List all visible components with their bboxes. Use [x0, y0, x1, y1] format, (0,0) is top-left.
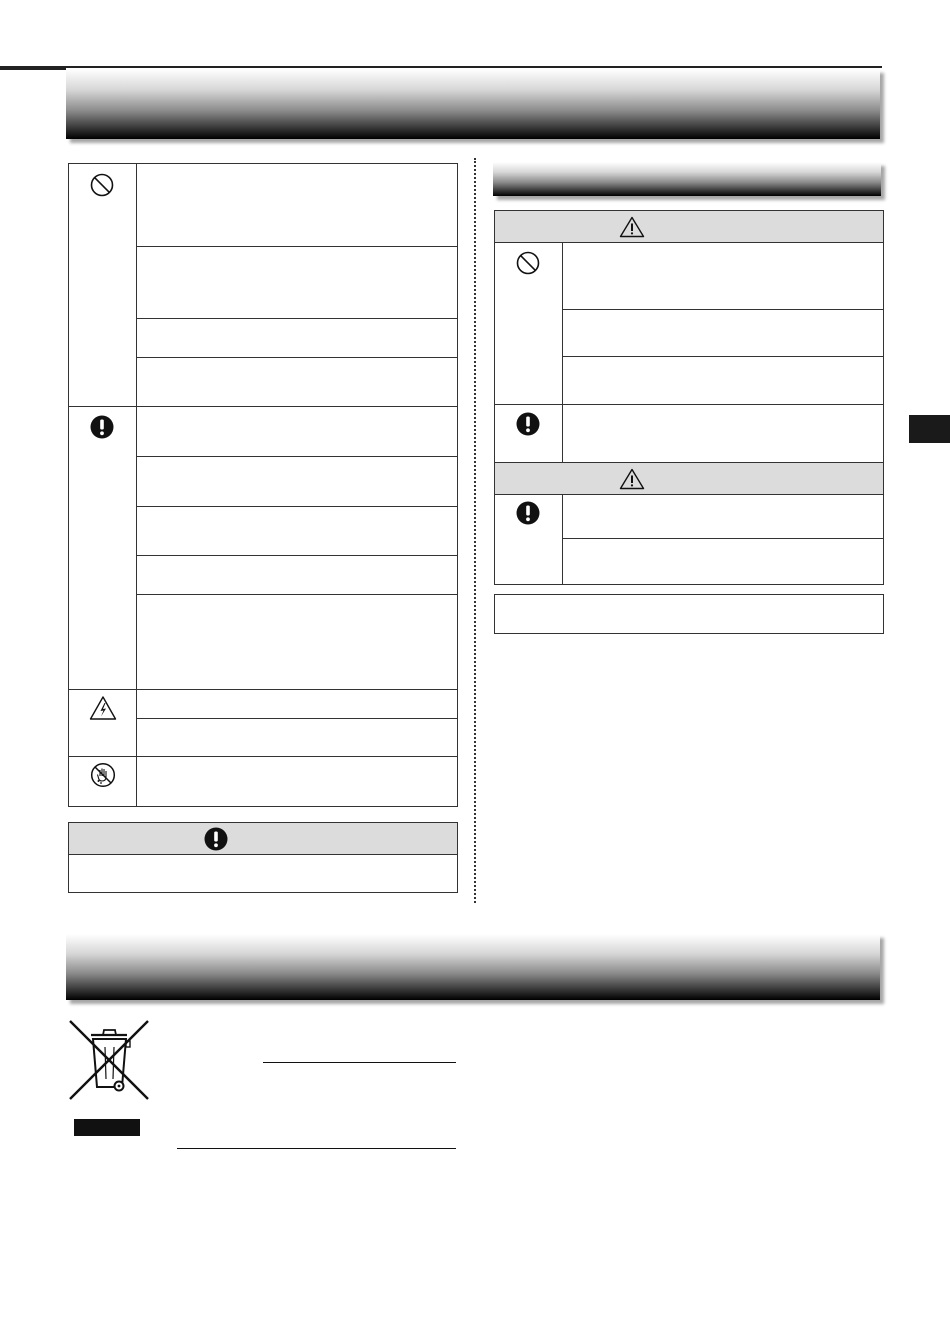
exclamation-icon	[516, 501, 540, 525]
caution-header	[494, 462, 884, 495]
row-separator	[136, 246, 457, 247]
left-notice-header	[68, 822, 458, 855]
icon-column-divider	[136, 164, 137, 806]
warning-header	[494, 210, 884, 243]
section-banner-bottom	[66, 934, 880, 1000]
row-separator	[562, 309, 883, 310]
icon-column-divider	[562, 242, 563, 462]
row-separator	[136, 718, 457, 719]
exclamation-icon	[204, 827, 228, 851]
top-rule	[0, 66, 882, 68]
no-wet-hands-icon	[90, 762, 116, 788]
left-safety-table	[68, 163, 458, 807]
right-warning-table	[494, 242, 884, 463]
group-separator	[69, 756, 457, 757]
prohibition-icon	[90, 173, 114, 197]
section-banner-right	[493, 162, 881, 196]
weee-black-bar	[74, 1119, 140, 1136]
icon-column-divider	[562, 494, 563, 584]
exclamation-icon	[90, 415, 114, 439]
language-side-tab[interactable]	[909, 415, 950, 443]
right-caution-table	[494, 494, 884, 585]
row-separator	[562, 356, 883, 357]
row-separator	[136, 594, 457, 595]
section-banner-top	[66, 69, 880, 139]
group-separator	[69, 406, 457, 407]
top-rule-left-accent	[0, 66, 66, 70]
warning-triangle-icon	[619, 468, 645, 490]
row-separator	[136, 506, 457, 507]
electric-shock-warning-icon	[89, 695, 117, 721]
group-separator	[495, 404, 883, 405]
row-separator	[136, 357, 457, 358]
right-note-box	[494, 594, 884, 634]
row-separator	[136, 555, 457, 556]
row-separator	[136, 318, 457, 319]
exclamation-icon	[516, 412, 540, 436]
column-divider	[474, 158, 476, 903]
row-separator	[136, 456, 457, 457]
prohibition-icon	[516, 251, 540, 275]
left-notice-body	[68, 854, 458, 893]
row-separator	[562, 538, 883, 539]
warning-triangle-icon	[619, 216, 645, 238]
underline-2	[177, 1148, 456, 1149]
underline-1	[263, 1062, 456, 1063]
group-separator	[69, 689, 457, 690]
crossed-out-wheelie-bin-icon	[66, 1017, 152, 1103]
